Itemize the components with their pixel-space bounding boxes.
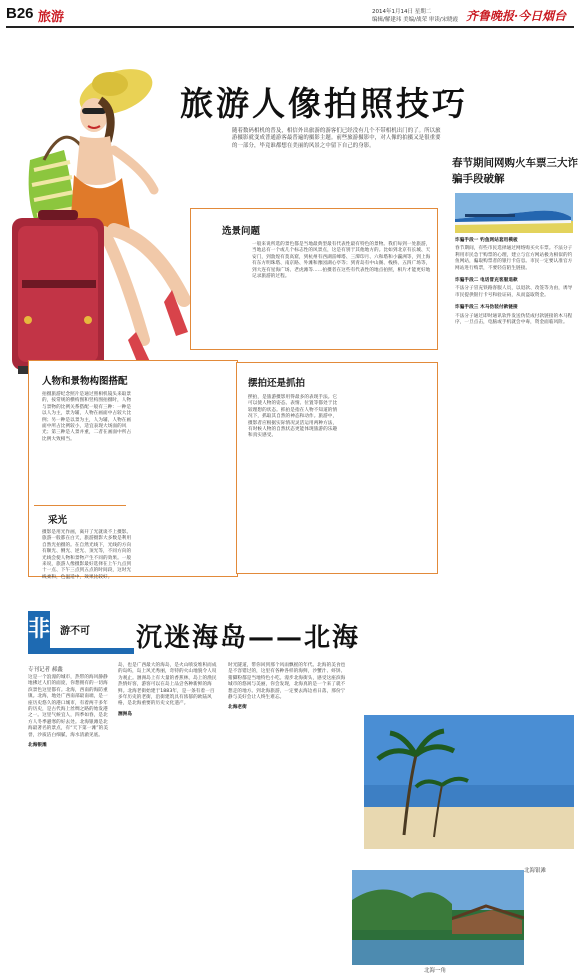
sidebar-subhead: 诈骗手段二 电话冒充客服退款 — [455, 278, 518, 284]
sidebar-paragraph: 不法分子冒充铁路客服人员，以退款、改签等为由，诱导市民提供银行卡号和验证码，从而盗取资金。 — [455, 286, 573, 298]
traveler-illustration — [4, 40, 190, 390]
beach-photo — [364, 715, 574, 849]
section-body: 一般来说所选的景色都是当地最典型最有代表性最有特色的景物。我们每到一处旅游，当地总有一个或几个标志性的风景点，这是有别于其他地方的。比如到北京有长城、天安门，到敦煌有莫高窟，到杭州有西湖雷峰塔、三潭印月、六和塔和小瀛洲等，到上海有东方明珠塔、南京路、外滩和豫园湖心亭等；到青岛有中山阁、栈桥、五四广场等，到大连有星海广场、老虎滩等……拍摄者在这些有代表性的地点拍照，相片才能更好地记录旅游的过程。 — [252, 242, 431, 280]
page-number: B26 — [6, 5, 34, 22]
sidebar-paragraph: 春节期间，有些市民选择通过网络购买火车票。不法分子利用市民急于购票的心理，建立与官方网站极为相似的钓鱼网站，骗取购票者的银行卡信息。市民一定要认准官方网站进行购票，不要轻信陌生链接。 — [455, 246, 573, 271]
sidebar-body — [455, 238, 577, 326]
column-subhead: 涠洲岛 — [118, 711, 133, 717]
column-col2 — [118, 663, 218, 718]
section-body: 摆拍，是旅游摄影用得最多的表现手法。它可以使人物的姿态、表情、位置等都处于比较理想的状态。抓拍是指在人物不知道的情况下，抓取其自然的神态和动作。旅游中，摄影者应根据实际情况灵活运用两种方法，有时候人物的自然状态更能体现旅游的乐趣和真实感受。 — [248, 395, 338, 439]
column-subhead: 北海银滩 — [28, 743, 47, 749]
newspaper-brand: 齐鲁晚报·今日烟台 — [466, 9, 567, 23]
column-badge-text: 游不可 — [60, 626, 90, 637]
section-heading: 人物和景物构图搭配 — [42, 376, 128, 387]
section-heading: 采光 — [48, 515, 68, 526]
column-text: 时光隧道，带你回到那个风雨飘摇的年代。北海的美食也是不容错过的，这里有各种各样的海鲜，沙蟹汁、虾饼、猪脚粉都是当地特色小吃。漫步北海街头，感受这座滨海城市的悠闲与美丽，你会发现，北海真的是一个来了就不想走的地方。到北海旅游，一定要去海边看日落，那份宁静与美好会让人终生难忘。 — [228, 663, 346, 701]
column-badge: 非 — [28, 611, 50, 649]
column-badge-bar — [28, 648, 134, 654]
sidebar-title: 春节期间网购火车票三大诈骗手段破解 — [452, 157, 578, 185]
section-body: 拍摄旅游纪念照片是通过照相机镜头来取景的，按常规的横构图和竖构图拍摄时，人物与景物的比例关系搭配一般有三种：一种是以人为主，景为辅，人物在画面中占较大比例；另一种是以景为主，人为辅，人物在画面中所占比例较小，适宜表现大场面的风光；第三种是人景并重，二者在画面中所占比例大致相当。 — [42, 392, 132, 442]
section-label: 旅游 — [38, 10, 65, 25]
train-photo — [455, 193, 573, 233]
section-heading: 摆拍还是抓拍 — [248, 378, 306, 389]
column-byline: 专刊记者 郝鑫 — [28, 667, 63, 673]
section-body: 摄影是用光作画，离开了光就谈不上摄影。旅游一般都在白天，旅游摄影大多数是利用自然光拍摄的。在自然光线下，光线的方向有顺光、侧光、逆光、顶光等，不同方向的光线会使人物和景物产生不同的效果。一般来说，旅游人像摄影最好选择在上午九点到十一点、下午三点到五点的时间段，这时光线柔和，色温适中，效果比较好。 — [42, 530, 132, 580]
column-col1 — [28, 675, 110, 749]
column-col3 — [228, 663, 348, 712]
feature-title: 旅游人像拍照技巧 — [180, 84, 468, 123]
header-rule — [6, 26, 574, 28]
section-box-posing — [236, 362, 438, 574]
column-text: 岛，也是广西最大的海岛，是火山喷发堆积而成的岛屿，岛上风光秀丽，奇特的火山地貌令人叹为观止。涠洲岛上有大量的香蕉林，岛上的渔民热情好客，游客可以在岛上品尝各种新鲜的海鲜。北海老街始建于1883年，是一条有着一百多年历史的老街，沿街建筑具有浓郁的欧陆风格，是北海重要的历史文化遗产。 — [118, 663, 217, 707]
editors-line: 编辑/解建玮 美编/战荣 审读/宋晓霞 — [372, 17, 459, 23]
column-text: 这是一个浪漫的城市，热带的海风静静地拂过人们的面庞，你想拥有的一切海滨景色这里都有。北海，西南的海防重镇。北海，地处广西南部最南端，是一座历史悠久的港口城市，有着两千多年的历史，是古代海上丝绸之路的始发港之一。这里气候宜人，四季如春，是北方人冬季避寒的好去处。北海银滩是北海最著名的景点，有“天下第一滩”的美誉，沙质洁白细腻，海水清澈见底。 — [28, 675, 109, 738]
sidebar-paragraph: 不法分子通过即时通讯软件发送伪装成付款链接的木马程序，一旦点击，电脑或手机就会中毒，资金面临风险。 — [455, 313, 573, 326]
column-subhead: 北海老街 — [228, 705, 247, 711]
sidebar-subhead: 诈骗手段三 木马伪装付款链接 — [455, 305, 518, 311]
feature-intro: 随着数码相机的普及，相信外出旅游的游客们已经没有几个不带相机出门的了。所以旅游摄影就变成普通游客最普遍的摄影主题。前些旅游摄影中，对人像的拍摄又是很重要的一部分，毕竟谁都想在美丽的风景之中留下自己的身影。 — [232, 128, 441, 149]
lake-photo — [352, 870, 524, 965]
photo-caption: 北海一角 — [424, 968, 447, 974]
photo-caption: 北海银滩 — [524, 868, 547, 874]
column-title: 沉迷海岛——北海 — [136, 623, 361, 653]
section-heading: 选景问题 — [222, 226, 261, 237]
section-rule — [34, 505, 126, 506]
sidebar-subhead: 诈骗手段一 钓鱼网站套用模板 — [455, 238, 518, 243]
issue-date: 2014年1月14日 星期二 — [372, 9, 432, 15]
